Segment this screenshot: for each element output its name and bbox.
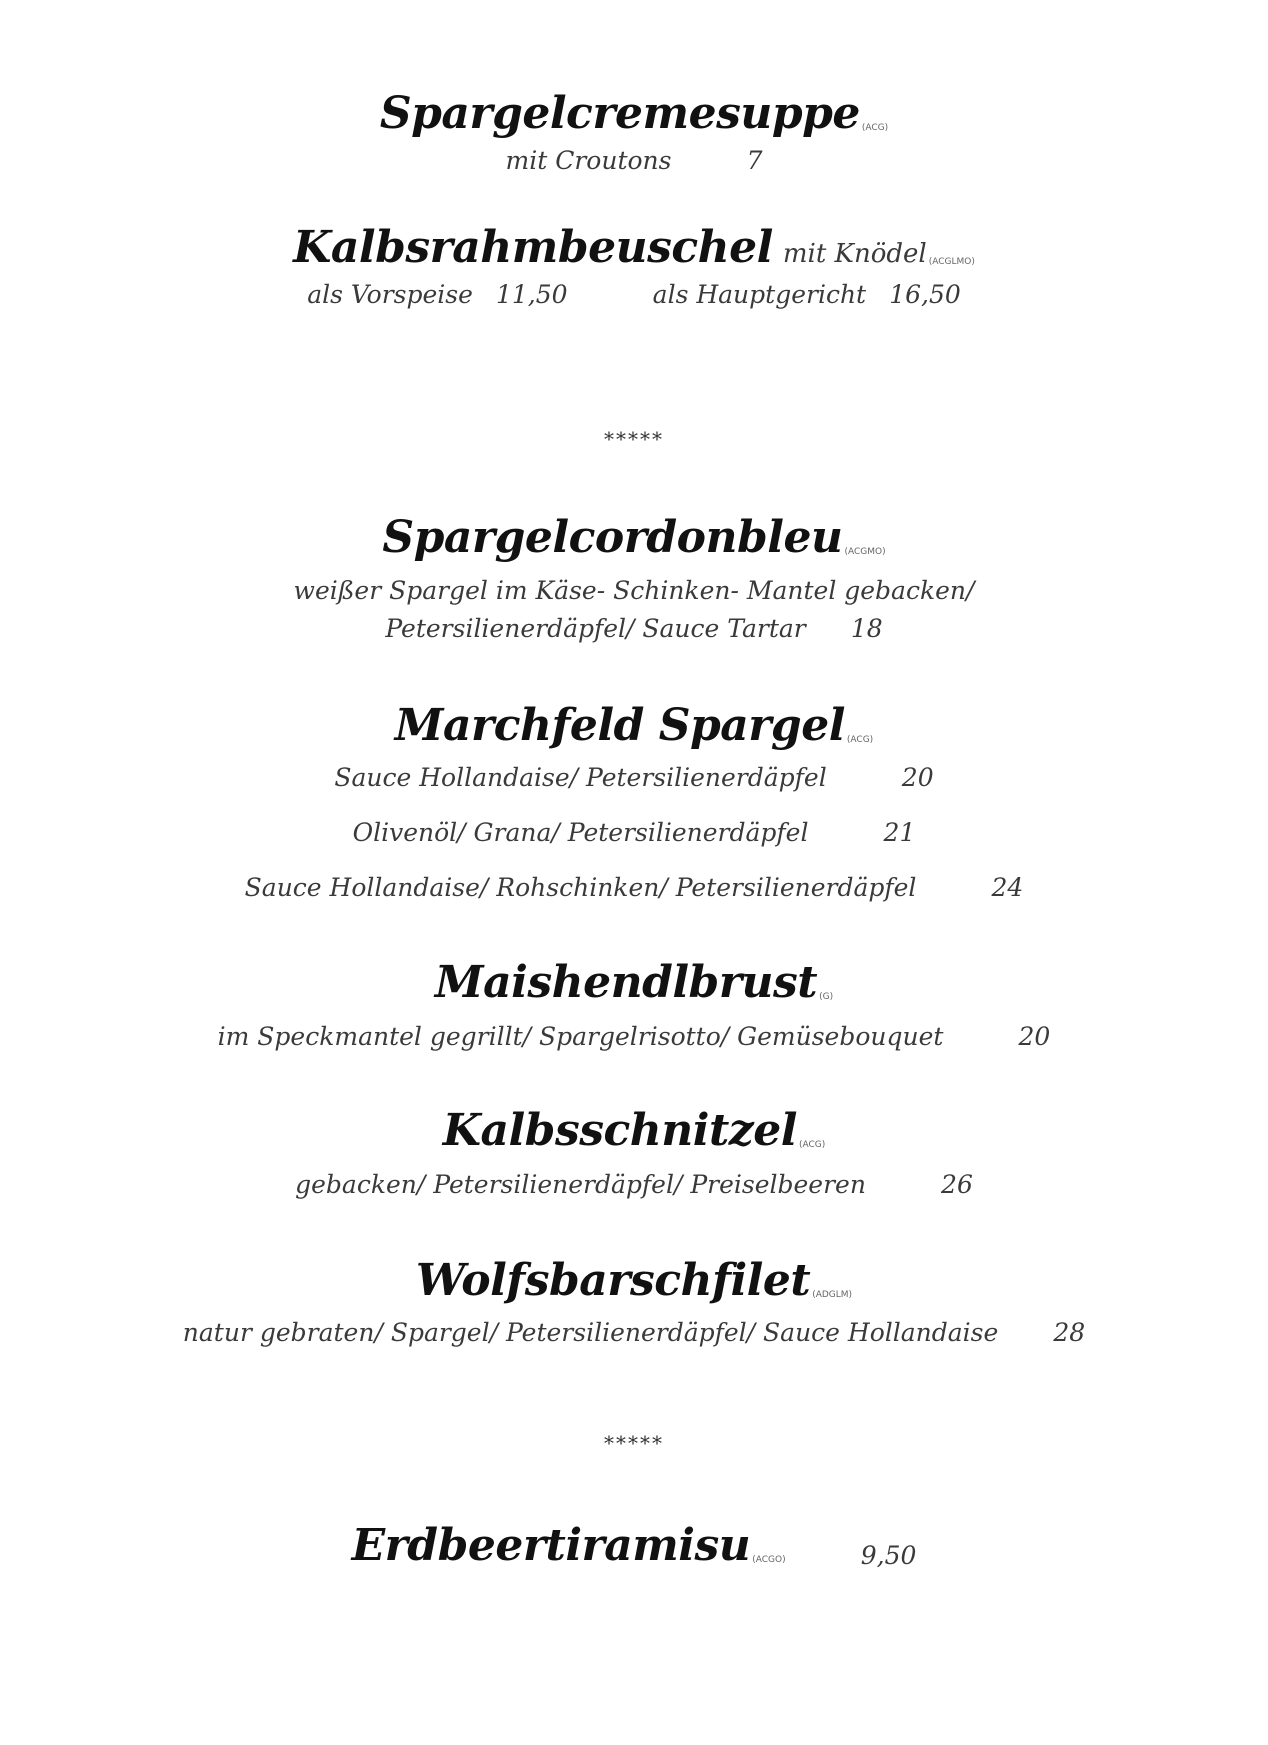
dish-price: 24 [991, 873, 1024, 902]
dish-price: 18 [850, 614, 883, 643]
section-separator [0, 1431, 1268, 1455]
allergen-code: (ACG) [799, 1140, 826, 1150]
separator-stars: ***** [604, 1431, 664, 1455]
dish-description: im Speckmantel gegrillt/ Spargelrisotto/ Gemüsebouquet [217, 1022, 944, 1051]
allergen-code: (ADGLM) [812, 1290, 853, 1300]
menu-item-title-row [0, 222, 1268, 273]
dish-description: Olivenöl/ Grana/ Petersilienerdäpfel [352, 818, 809, 847]
dish-description: als Vorspeise [307, 280, 473, 309]
dish-title: Erdbeertiramisu [351, 1520, 751, 1571]
dish-description: weißer Spargel im Käse- Schinken- Mantel gebacken/ [293, 576, 975, 605]
allergen-code: (G) [819, 992, 834, 1002]
dish-description-row [0, 1170, 1268, 1199]
dish-price: 20 [1018, 1022, 1051, 1051]
dish-subtitle: mit Knödel [782, 239, 927, 269]
allergen-code: (ACGO) [752, 1555, 786, 1565]
dish-description-row [0, 818, 1268, 847]
dish-title: Marchfeld Spargel [394, 700, 845, 751]
dish-description-row [0, 576, 1268, 605]
dish-description-row [0, 280, 1268, 309]
dish-title: Spargelcordonbleu [382, 512, 843, 563]
menu-item-title-row [0, 1520, 1268, 1571]
dish-price: 7 [746, 146, 763, 175]
dish-title: Kalbsschnitzel [442, 1105, 797, 1156]
dish-description: Sauce Hollandaise/ Petersilienerdäpfel [334, 763, 827, 792]
dish-description-row [0, 873, 1268, 902]
menu-item-title-row [0, 700, 1268, 751]
dish-description-row [0, 763, 1268, 792]
dish-price: 11,50 [496, 280, 568, 309]
menu-item-title-row [0, 957, 1268, 1008]
section-separator [0, 427, 1268, 451]
menu-item-title-row [0, 512, 1268, 563]
dish-description-row [0, 614, 1268, 643]
dish-description: Petersilienerdäpfel/ Sauce Tartar [385, 614, 806, 643]
dish-description: als Hauptgericht [652, 280, 867, 309]
dish-price: 20 [901, 763, 934, 792]
menu-item-title-row [0, 88, 1268, 139]
dish-description: mit Croutons [505, 146, 672, 175]
dish-price: 28 [1053, 1318, 1086, 1347]
allergen-code: (ACGMO) [844, 547, 886, 557]
dish-description: natur gebraten/ Spargel/ Petersilienerdäpfel/ Sauce Hollandaise [182, 1318, 999, 1347]
menu-item-title-row [0, 1105, 1268, 1156]
allergen-code: (ACGLMO) [928, 257, 975, 267]
dish-description-row [0, 1318, 1268, 1347]
menu-item-title-row [0, 1255, 1268, 1306]
dish-title: Spargelcremesuppe [379, 88, 860, 139]
dish-description: Sauce Hollandaise/ Rohschinken/ Petersilienerdäpfel [244, 873, 917, 902]
allergen-code: (ACG) [846, 735, 874, 745]
dish-title: Kalbsrahmbeuschel [293, 222, 773, 273]
dish-price: 16,50 [889, 280, 961, 309]
dish-description-row [0, 146, 1268, 175]
dish-price: 9,50 [860, 1541, 917, 1570]
dish-description: gebacken/ Petersilienerdäpfel/ Preiselbeeren [295, 1170, 866, 1199]
dish-title: Wolfsbarschfilet [415, 1255, 811, 1306]
dish-price: 21 [883, 818, 916, 847]
dish-title: Maishendlbrust [434, 957, 818, 1008]
allergen-code: (ACG) [861, 123, 889, 133]
dish-price: 26 [941, 1170, 973, 1199]
dish-description-row [0, 1022, 1268, 1051]
separator-stars: ***** [604, 427, 664, 451]
